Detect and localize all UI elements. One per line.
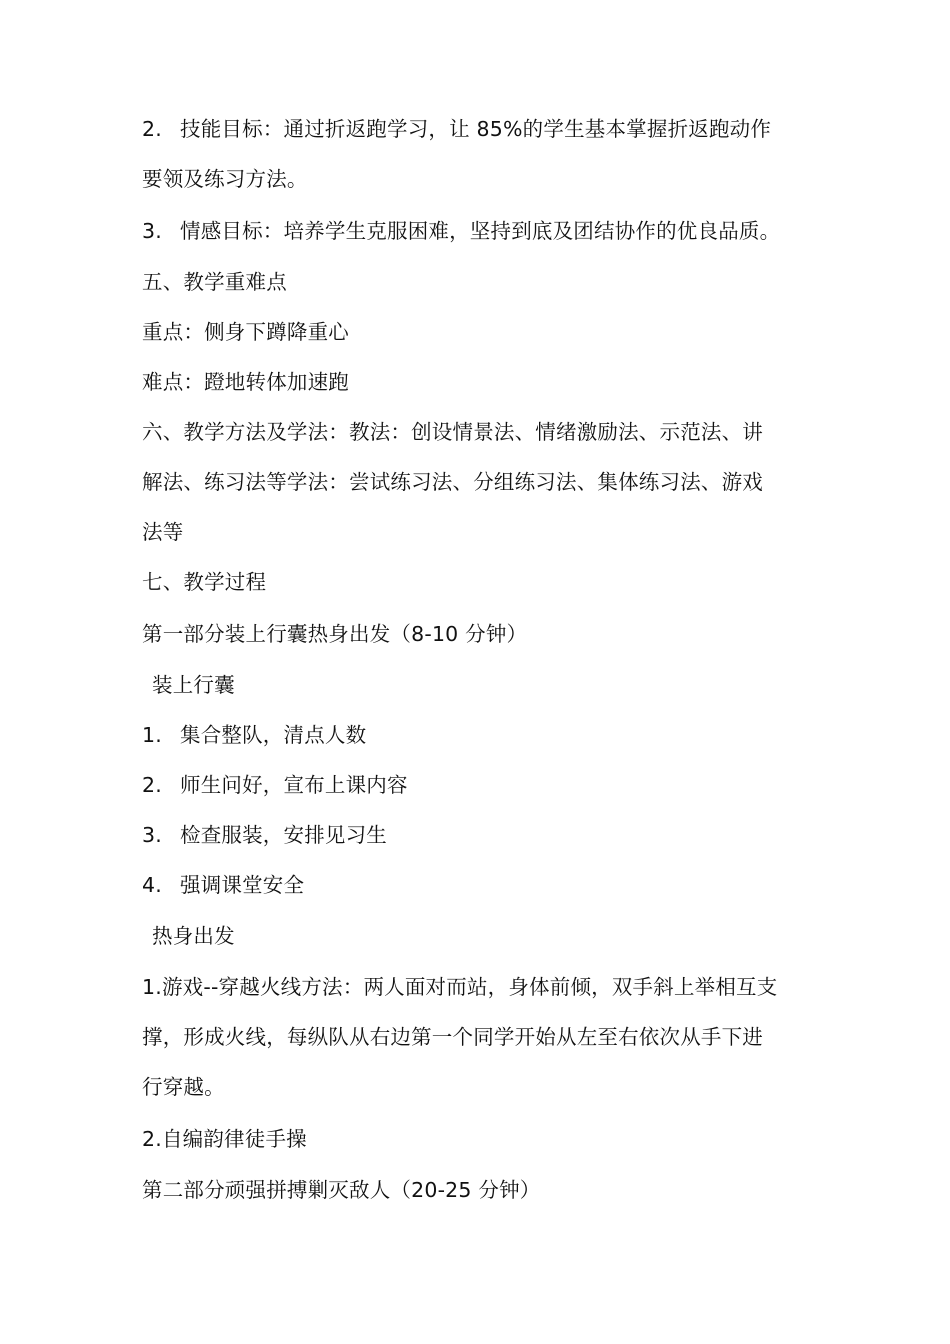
paragraph-line	[142, 973, 832, 1001]
paragraph-line	[142, 1023, 832, 1051]
list-text: 技能目标：通过折返跑学习，让 85%的学生基本掌握折返跑动作	[180, 117, 772, 141]
list-item	[142, 217, 832, 245]
list-item	[142, 771, 832, 799]
heading-text: 第一部分装上行囊热身出发（8-10 分钟）	[142, 622, 528, 646]
paragraph-text: 1.游戏--穿越火线方法：两人面对而站，身体前倾，双手斜上举相互支	[142, 975, 778, 999]
heading-text: 五、教学重难点	[142, 270, 287, 294]
paragraph-line	[142, 1073, 832, 1101]
paragraph-line	[142, 518, 832, 546]
list-item	[142, 871, 832, 899]
list-text: 集合整队，清点人数	[180, 723, 367, 747]
list-number: 3.	[142, 823, 162, 847]
paragraph-text: 法等	[142, 520, 184, 544]
paragraph-text: 重点：侧身下蹲降重心	[142, 320, 349, 344]
paragraph-line	[142, 1125, 832, 1153]
heading-text: 七、教学过程	[142, 570, 267, 594]
paragraph-line	[142, 318, 832, 346]
subsection-heading	[142, 620, 832, 648]
heading-text: 六、教学方法及学法：教法：创设情景法、情绪激励法、示范法、讲	[142, 420, 763, 444]
heading-text: 第二部分顽强拼搏剿灭敌人（20-25 分钟）	[142, 1178, 541, 1202]
list-number: 2.	[142, 117, 162, 141]
heading-text: 装上行囊	[152, 673, 235, 697]
paragraph-text: 解法、练习法等学法：尝试练习法、分组练习法、集体练习法、游戏	[142, 470, 763, 494]
subsection-heading	[152, 671, 842, 699]
subsection-heading	[142, 1176, 832, 1204]
paragraph-line	[142, 468, 832, 496]
paragraph-text: 行穿越。	[142, 1075, 225, 1099]
list-text: 师生问好，宣布上课内容	[180, 773, 408, 797]
heading-text: 热身出发	[152, 924, 235, 948]
subsection-heading	[152, 922, 842, 950]
paragraph-line	[142, 368, 832, 396]
list-item	[142, 115, 832, 143]
paragraph-text: 2.自编韵律徒手操	[142, 1127, 307, 1151]
section-heading	[142, 568, 832, 596]
list-text: 强调课堂安全	[180, 873, 305, 897]
list-item	[142, 821, 832, 849]
section-heading	[142, 418, 832, 446]
list-item	[142, 721, 832, 749]
paragraph-text: 难点：蹬地转体加速跑	[142, 370, 349, 394]
list-number: 3.	[142, 219, 162, 243]
section-heading	[142, 268, 832, 296]
list-text: 情感目标：培养学生克服困难，坚持到底及团结协作的优良品质。	[180, 219, 781, 243]
list-number: 2.	[142, 773, 162, 797]
list-text: 检查服装，安排见习生	[180, 823, 387, 847]
list-number: 1.	[142, 723, 162, 747]
paragraph-line	[142, 165, 832, 193]
paragraph-text: 要领及练习方法。	[142, 167, 308, 191]
paragraph-text: 撑，形成火线，每纵队从右边第一个同学开始从左至右依次从手下进	[142, 1025, 763, 1049]
list-number: 4.	[142, 873, 162, 897]
